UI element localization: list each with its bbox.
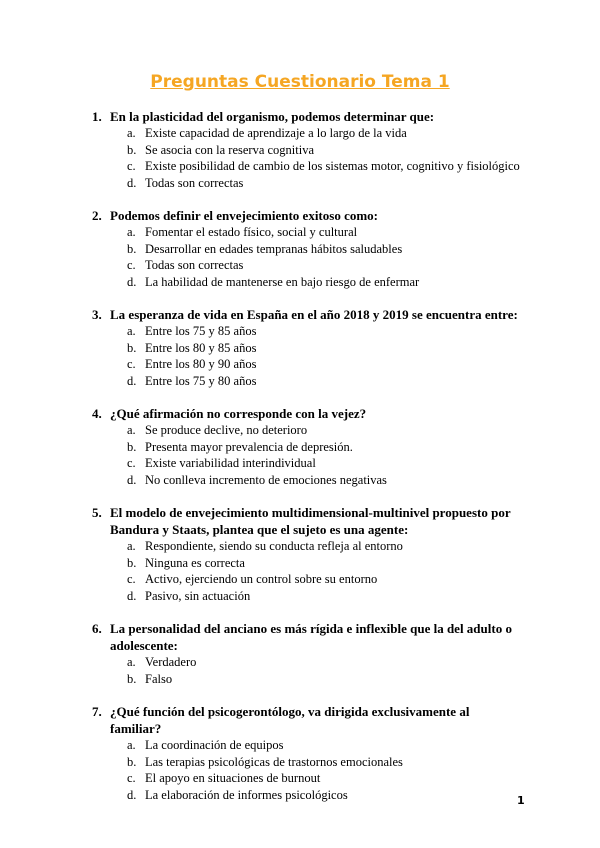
option-text: Verdadero <box>145 655 197 669</box>
option-text: Fomentar el estado físico, social y cultural <box>145 225 358 239</box>
question-number: 6. <box>92 621 102 636</box>
question-text: ¿Qué función del psicogerontólogo, va dirigida exclusivamente al familiar? <box>110 704 470 736</box>
option-text: Las terapias psicológicas de trastornos emocionales <box>145 754 403 769</box>
option-text: Entre los 80 y 85 años <box>145 340 257 355</box>
answer-option <box>0 422 600 439</box>
answer-option <box>0 241 600 258</box>
question-list <box>0 108 600 819</box>
option-text: La habilidad de mantenerse en bajo riesgo de enfermar <box>145 274 420 289</box>
option-letter: c. <box>127 456 136 470</box>
option-letter: a. <box>127 655 136 669</box>
option-text: La elaboración de informes psicológicos <box>145 787 348 802</box>
option-text: No conlleva incremento de emociones negativas <box>145 472 387 487</box>
question-number: 1. <box>92 109 102 124</box>
page-number: 1 <box>517 794 525 807</box>
answer-option <box>0 257 600 274</box>
answer-option <box>0 142 600 159</box>
option-text: Se asocia con la reserva cognitiva <box>145 142 315 157</box>
answer-options <box>0 538 600 604</box>
question-item <box>0 108 600 191</box>
option-text: Ninguna es correcta <box>145 555 245 570</box>
option-letter: b. <box>127 555 137 570</box>
question-item <box>0 504 600 604</box>
option-text: Existe capacidad de aprendizaje a lo largo de la vida <box>145 126 407 140</box>
question-number: 5. <box>92 505 102 520</box>
option-letter: d. <box>127 787 137 802</box>
option-letter: c. <box>127 159 136 173</box>
question-number: 3. <box>92 307 102 322</box>
answer-options <box>0 224 600 290</box>
question-number: 2. <box>92 208 102 223</box>
question-item <box>0 306 600 389</box>
option-letter: c. <box>127 572 136 586</box>
answer-option <box>0 224 600 241</box>
question-number: 7. <box>92 704 102 719</box>
question-text: El modelo de envejecimiento multidimensional-multinivel propuesto por Bandura y Staats, plantea que el sujeto es una agente: <box>110 505 511 537</box>
option-letter: a. <box>127 738 136 752</box>
answer-option <box>0 472 600 489</box>
option-letter: a. <box>127 324 136 338</box>
question-text: La esperanza de vida en España en el año 2018 y 2019 se encuentra entre: <box>110 307 518 322</box>
option-text: Existe variabilidad interindividual <box>145 456 316 470</box>
option-text: Respondiente, siendo su conducta refleja al entorno <box>145 539 403 553</box>
option-text: La coordinación de equipos <box>145 738 284 752</box>
option-letter: d. <box>127 588 137 603</box>
option-text: Activo, ejerciendo un control sobre su entorno <box>145 572 378 586</box>
answer-options <box>0 654 600 687</box>
option-text: Entre los 75 y 85 años <box>145 324 257 338</box>
answer-options <box>0 737 600 803</box>
option-letter: c. <box>127 258 136 272</box>
option-letter: a. <box>127 539 136 553</box>
answer-option <box>0 340 600 357</box>
option-letter: b. <box>127 340 137 355</box>
answer-option <box>0 158 600 175</box>
answer-option <box>0 356 600 373</box>
answer-option <box>0 125 600 142</box>
option-text: Todas son correctas <box>145 258 244 272</box>
option-letter: b. <box>127 754 137 769</box>
answer-option <box>0 754 600 771</box>
answer-option <box>0 654 600 671</box>
question-item <box>0 405 600 488</box>
option-text: Entre los 75 y 80 años <box>145 373 257 388</box>
answer-option <box>0 770 600 787</box>
option-text: Presenta mayor prevalencia de depresión. <box>145 439 353 454</box>
question-text: En la plasticidad del organismo, podemos determinar que: <box>110 109 435 124</box>
option-text: Pasivo, sin actuación <box>145 588 251 603</box>
answer-option <box>0 588 600 605</box>
option-text: Todas son correctas <box>145 175 244 190</box>
answer-option <box>0 373 600 390</box>
answer-options <box>0 323 600 389</box>
option-letter: d. <box>127 472 137 487</box>
option-text: Existe posibilidad de cambio de los sistemas motor, cognitivo y fisiológico <box>145 159 520 173</box>
question-item <box>0 703 600 803</box>
option-text: El apoyo en situaciones de burnout <box>145 771 321 785</box>
option-letter: d. <box>127 373 137 388</box>
question-text: ¿Qué afirmación no corresponde con la vejez? <box>110 406 367 421</box>
option-letter: b. <box>127 671 137 686</box>
option-text: Falso <box>145 671 173 686</box>
option-letter: b. <box>127 142 137 157</box>
answer-option <box>0 274 600 291</box>
question-number: 4. <box>92 406 102 421</box>
option-letter: b. <box>127 241 137 256</box>
option-text: Desarrollar en edades tempranas hábitos saludables <box>145 241 403 256</box>
answer-option <box>0 439 600 456</box>
answer-option <box>0 787 600 804</box>
answer-option <box>0 555 600 572</box>
question-item <box>0 620 600 687</box>
answer-options <box>0 125 600 191</box>
option-letter: d. <box>127 274 137 289</box>
option-letter: c. <box>127 357 136 371</box>
option-text: Se produce declive, no deterioro <box>145 423 308 437</box>
answer-options <box>0 422 600 488</box>
answer-option <box>0 175 600 192</box>
option-letter: a. <box>127 225 136 239</box>
answer-option <box>0 571 600 588</box>
option-letter: a. <box>127 423 136 437</box>
question-item <box>0 207 600 290</box>
question-text: La personalidad del anciano es más rígida e inflexible que la del adulto o adolescente: <box>110 621 512 653</box>
answer-option <box>0 538 600 555</box>
document-title: Preguntas Cuestionario Tema 1 <box>150 72 450 92</box>
answer-option <box>0 737 600 754</box>
option-letter: c. <box>127 771 136 785</box>
option-letter: b. <box>127 439 137 454</box>
answer-option <box>0 323 600 340</box>
answer-option <box>0 455 600 472</box>
option-letter: d. <box>127 175 137 190</box>
option-letter: a. <box>127 126 136 140</box>
option-text: Entre los 80 y 90 años <box>145 357 257 371</box>
answer-option <box>0 671 600 688</box>
question-text: Podemos definir el envejecimiento exitoso como: <box>110 208 378 223</box>
